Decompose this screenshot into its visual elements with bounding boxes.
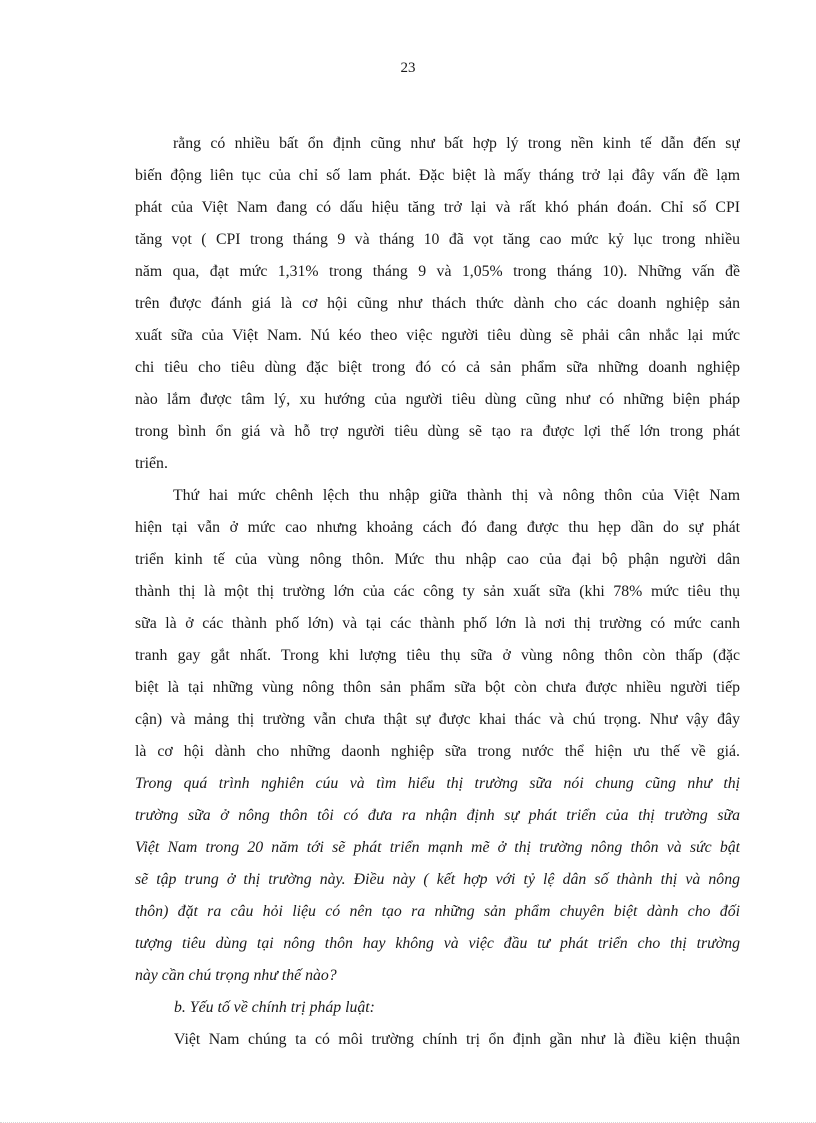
text-line: xuất sữa của Việt Nam. Nú kéo theo việc người tiêu dùng sẽ phải cân nhắc lại mức [135,327,740,344]
italic-text-line: này cần chú trọng như thế nào? [135,967,337,984]
text-line: sữa là ở các thành phố lớn) và tại các thành phố lớn là nơi thị trường có mức canh [135,615,740,632]
text-line: rằng có nhiều bất ổn định cũng như bất hợp lý trong nền kinh tế dẫn đến sự [173,135,740,152]
text-line: Việt Nam chúng ta có môi trường chính trị ổn định gần như là điều kiện thuận [174,1031,740,1048]
italic-text-line: thôn) đặt ra câu hỏi liệu có nên tạo ra những sản phẩm chuyên biệt dành cho đối [135,903,740,920]
text-line: cận) và mảng thị trường vẫn chưa thật sự được khai thác và chú trọng. Như vậy đây [135,711,740,728]
italic-text-line: Việt Nam trong 20 năm tới sẽ phát triển mạnh mẽ ở thị trường nông thôn và sức bật [135,839,740,856]
document-body [135,128,740,1056]
text-line: Thứ hai mức chênh lệch thu nhập giữa thành thị và nông thôn của Việt Nam [173,487,740,504]
text-line: trong bình ổn giá và hỗ trợ người tiêu dùng sẽ tạo ra được lợi thế lớn trong phát [135,423,740,440]
text-line: triển. [135,455,168,472]
italic-text-line: trường sữa ở nông thôn tôi có đưa ra nhận định sự phát triển của thị trường sữa [135,807,740,824]
text-line: năm qua, đạt mức 1,31% trong tháng 9 và 1,05% trong tháng 10). Những vấn đề [135,263,740,280]
italic-text-line: Trong quá trình nghiên cúu và tìm hiểu thị trường sữa nói chung cũng như thị [135,775,740,792]
italic-text-line: sẽ tập trung ở thị trường này. Điều này ( kết hợp với tỷ lệ dân số thành thị và nông [135,871,740,888]
text-line: thành thị là một thị trường lớn của các công ty sản xuất sữa (khi 78% mức tiêu thụ [135,583,740,600]
text-line: chi tiêu cho tiêu dùng đặc biệt trong đó có cả sản phẩm sữa những doanh nghiệp [135,359,740,376]
text-line: phát của Việt Nam đang có dấu hiệu tăng trở lại và rất khó phán đoán. Chỉ số CPI [135,199,740,216]
text-line: tranh gay gắt nhất. Trong khi lượng tiêu thụ sữa ở vùng nông thôn còn thấp (đặc [135,647,740,664]
text-line: trên được đánh giá là cơ hội cũng như thách thức dành cho các doanh nghiệp sản [135,295,740,312]
text-line: triển kinh tế của vùng nông thôn. Mức thu nhập cao của đại bộ phận người dân [135,551,740,568]
section-heading: b. Yếu tố về chính trị pháp luật: [174,999,375,1016]
text-line: biến động liên tục của chỉ số lam phát. Đặc biệt là mấy tháng trở lại đây vấn đề lạm [135,167,740,184]
text-line: là cơ hội dành cho những daonh nghiệp sữa trong nước thể hiện ưu thế về giá. [135,743,740,760]
italic-text-line: tượng tiêu dùng tại nông thôn hay không và việc đầu tư phát triển cho thị trường [135,935,740,952]
page-number: 23 [400,60,416,76]
text-line: biệt là tại những vùng nông thôn sản phẩm sữa bột còn chưa được nhiều người tiếp [135,679,740,696]
text-line: tăng vọt ( CPI trong tháng 9 và tháng 10 đã vọt tăng cao mức kỷ lục trong nhiều [135,231,740,248]
text-line: hiện tại vẫn ở mức cao nhưng khoảng cách đó đang được thu hẹp dần do sự phát [135,519,740,536]
text-line: nào lắm được tâm lý, xu hướng của người tiêu dùng cũng như có những biện pháp [135,391,740,408]
